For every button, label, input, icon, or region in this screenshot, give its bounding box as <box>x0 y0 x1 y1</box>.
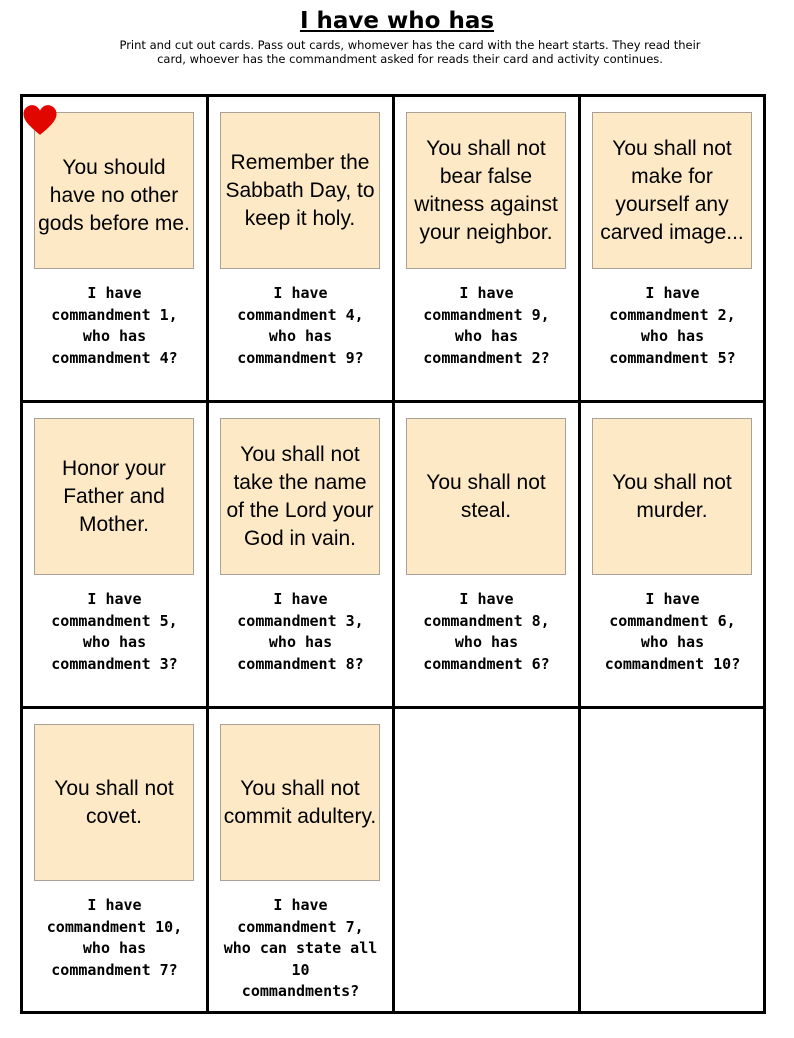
card-cell <box>395 403 578 706</box>
card-text: You shall not commit adultery. <box>223 776 377 828</box>
card-cell <box>23 403 206 706</box>
page-title: I have who has <box>299 8 495 34</box>
instructions: Print and cut out cards. Pass out cards, whomever has the card with the heart starts. They read their card, whoever has the commandment asked for reads their card and activity continues. <box>119 38 701 66</box>
card-caption: I have commandment 7, who can state all 10 commandments? <box>223 896 378 1000</box>
card-text: You shall not steal. <box>426 470 546 522</box>
card-cell <box>581 97 764 400</box>
card-cell <box>23 97 206 400</box>
card-caption: I have commandment 9, who has commandment 2? <box>423 284 550 367</box>
card-caption: I have commandment 1, who has commandment 4? <box>51 284 178 367</box>
commandment-card <box>592 418 752 575</box>
card-cell <box>209 97 392 400</box>
card-text: You shall not make for yourself any carved image... <box>600 136 744 244</box>
heart-icon <box>22 104 58 136</box>
card-text: You shall not take the name of the Lord your God in vain. <box>226 442 374 550</box>
commandment-card <box>406 112 566 269</box>
card-cell <box>209 709 392 1012</box>
card-caption: I have commandment 6, who has commandment 10? <box>604 590 741 673</box>
empty-cell <box>395 709 578 1012</box>
card-caption: I have commandment 8, who has commandment 6? <box>423 590 550 673</box>
card-cell <box>209 403 392 706</box>
commandment-card <box>220 418 380 575</box>
card-text: You shall not bear false witness against your neighbor. <box>414 136 558 244</box>
card-cell <box>581 403 764 706</box>
card-text: You shall not murder. <box>612 470 732 522</box>
card-caption: I have commandment 4, who has commandment 9? <box>237 284 364 367</box>
commandment-card <box>406 418 566 575</box>
card-caption: I have commandment 2, who has commandment 5? <box>609 284 736 367</box>
card-text: You should have no other gods before me. <box>38 155 190 235</box>
card-text: Remember the Sabbath Day, to keep it holy. <box>225 150 375 230</box>
commandment-card <box>34 112 194 269</box>
card-caption: I have commandment 3, who has commandment 8? <box>237 590 364 673</box>
commandment-card <box>34 418 194 575</box>
commandment-card <box>220 724 380 881</box>
card-grid <box>20 94 766 1014</box>
commandment-card <box>34 724 194 881</box>
card-cell <box>23 709 206 1012</box>
card-caption: I have commandment 5, who has commandment 3? <box>51 590 178 673</box>
card-caption: I have commandment 10, who has commandment 7? <box>46 896 183 979</box>
commandment-card <box>592 112 752 269</box>
commandment-card <box>220 112 380 269</box>
card-text: You shall not covet. <box>54 776 174 828</box>
empty-cell <box>581 709 764 1012</box>
card-cell <box>395 97 578 400</box>
card-text: Honor your Father and Mother. <box>62 456 166 536</box>
